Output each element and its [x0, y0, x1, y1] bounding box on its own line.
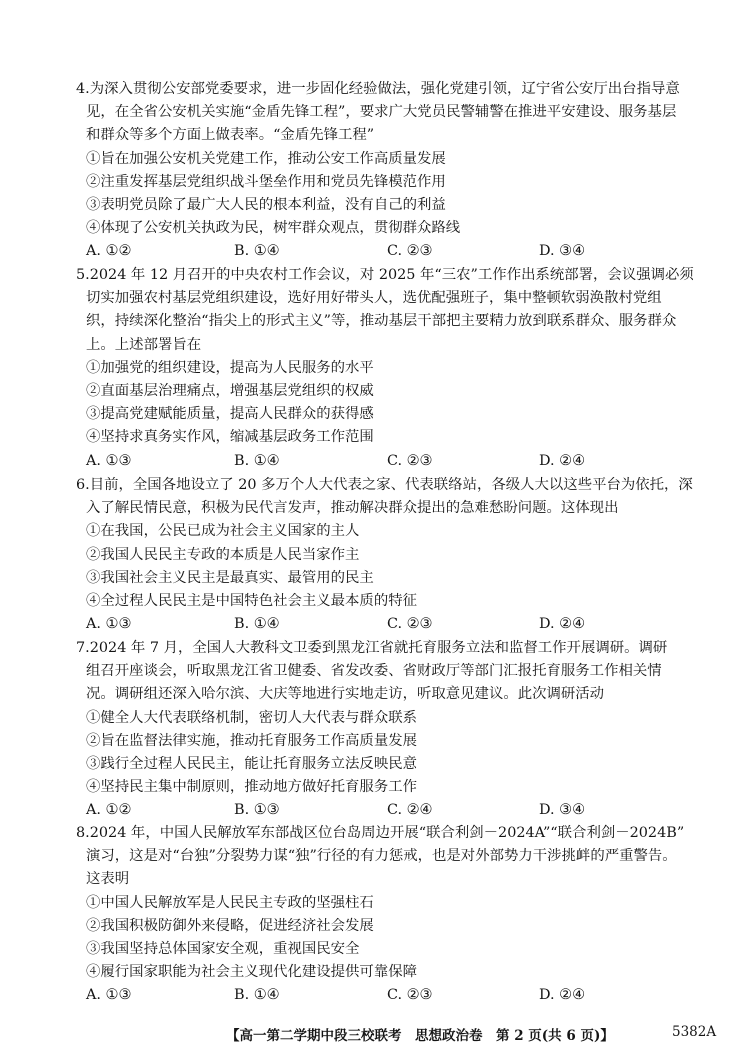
answer-choices [86, 450, 722, 473]
statement-item: ③提高党建赋能质量，提高人民群众的获得感 [86, 406, 374, 423]
statement-item: ②我国人民民主专政的本质是人民当家作主 [86, 546, 360, 563]
choice-d: D. ③④ [539, 243, 585, 260]
statement-item: ④坚持求真务实作风，缩减基层政务工作范围 [86, 429, 374, 446]
choice-c: C. ②③ [387, 452, 433, 469]
question-stem-line: 上。上述部署旨在 [86, 336, 202, 353]
question-stem-line: 况。调研组还深入哈尔滨、大庆等地进行实地走访，听取意见建议。此次调研活动 [86, 686, 605, 703]
choice-b: B. ①④ [234, 987, 280, 1004]
question-5 [76, 264, 722, 473]
statement-item: ①旨在加强公安机关党建工作，推动公安工作高质量发展 [86, 150, 446, 167]
answer-choices [86, 799, 722, 822]
choice-a: A. ①② [86, 243, 132, 260]
choice-a: A. ①② [86, 802, 132, 819]
statement-item: ②旨在监督法律实施，推动托育服务工作高质量发展 [86, 732, 417, 749]
question-4 [76, 78, 722, 264]
statement-item: ③我国坚持总体国家安全观，重视国民安全 [86, 941, 360, 958]
statement-item: ①中国人民解放军是人民民主专政的坚强柱石 [86, 894, 374, 911]
question-stem-line: 这表明 [86, 871, 130, 888]
statement-item: ④体现了公安机关执政为民，树牢群众观点，贯彻群众路线 [86, 220, 461, 237]
statement-item: ③我国社会主义民主是最真实、最管用的民主 [86, 569, 374, 586]
question-stem-line: 5.2024 年 12 月召开的中央农村工作会议，对 2025 年“三农”工作作出系统部署，会议强调必须 [76, 267, 694, 283]
choice-b: B. ①④ [234, 243, 280, 260]
question-7 [76, 637, 722, 823]
question-stem-line: 4.为深入贯彻公安部党委要求，进一步固化经验做法，强化党建引领，辽宁省公安厅出台指导意 [76, 81, 680, 97]
statement-item: ③表明党员除了最广大人民的根本利益，没有自己的利益 [86, 197, 446, 214]
answer-choices [86, 240, 722, 263]
question-6 [76, 474, 722, 636]
question-stem-line: 和群众等多个方面上做表率。“金盾先锋工程” [86, 127, 375, 144]
choice-b: B. ①④ [234, 616, 280, 633]
choice-b: B. ①④ [234, 452, 280, 469]
statement-item: ④履行国家职能为社会主义现代化建设提供可靠保障 [86, 964, 417, 981]
choice-c: C. ②③ [387, 987, 433, 1004]
exam-code: 5382A [672, 1024, 717, 1040]
choice-d: D. ③④ [539, 802, 585, 819]
question-stem-line: 8.2024 年，中国人民解放军东部战区位台岛周边开展“联合利剑－2024A”“联合利剑－2024B” [76, 825, 685, 841]
statement-item: ①健全人大代表联络机制，密切人大代表与群众联系 [86, 709, 417, 726]
choice-a: A. ①③ [86, 452, 132, 469]
question-stem-line: 演习，这是对“台独”分裂势力谋“独”行径的有力惩戒，也是对外部势力干涉挑衅的严重警告。 [86, 848, 677, 865]
question-stem-line: 织，持续深化整治“指尖上的形式主义”等，推动基层干部把主要精力放到联系群众、服务群众 [86, 313, 677, 330]
question-stem-line: 7.2024 年 7 月，全国人大教科文卫委到黑龙江省就托育服务立法和监督工作开展调研。调研 [76, 640, 668, 656]
choice-c: C. ②③ [387, 616, 433, 633]
choice-d: D. ②④ [539, 616, 585, 633]
statement-item: ②我国积极防御外来侵略，促进经济社会发展 [86, 917, 374, 934]
question-stem-line: 组召开座谈会，听取黑龙江省卫健委、省发改委、省财政厅等部门汇报托育服务工作相关情 [86, 663, 662, 680]
statement-item: ①加强党的组织建设，提高为人民服务的水平 [86, 359, 374, 376]
question-stem-line: 切实加强农村基层党组织建设，选好用好带头人，选优配强班子，集中整顿软弱涣散村党组 [86, 290, 662, 307]
choice-a: A. ①③ [86, 987, 132, 1004]
statement-item: ④坚持民主集中制原则，推动地方做好托育服务工作 [86, 779, 417, 796]
statement-item: ④全过程人民民主是中国特色社会主义最本质的特征 [86, 593, 417, 610]
choice-c: C. ②④ [387, 802, 433, 819]
statement-item: ③践行全过程人民民主，能让托育服务立法反映民意 [86, 756, 417, 773]
statement-item: ①在我国，公民已成为社会主义国家的主人 [86, 523, 360, 540]
choice-b: B. ①③ [234, 802, 280, 819]
question-stem-line: 入了解民情民意，积极为民代言发声，推动解决群众提出的急难愁盼问题。这体现出 [86, 500, 619, 517]
statement-item: ②直面基层治理痛点，增强基层党组织的权威 [86, 383, 374, 400]
question-stem-line: 6.目前，全国各地设立了 20 多万个人大代表之家、代表联络站，各级人大以这些平台为依托，深 [76, 477, 693, 493]
page-footer: 【高一第二学期中段三校联考 思想政治卷 第 2 页(共 6 页)】 [226, 1028, 614, 1044]
choice-a: A. ①③ [86, 616, 132, 633]
answer-choices [86, 984, 722, 1007]
answer-choices [86, 613, 722, 636]
choice-c: C. ②③ [387, 243, 433, 260]
choice-d: D. ②④ [539, 987, 585, 1004]
question-stem-line: 见，在全省公安机关实施“金盾先锋工程”，要求广大党员民警辅警在推进平安建设、服务基层 [86, 104, 677, 121]
question-8 [76, 822, 722, 1008]
choice-d: D. ②④ [539, 452, 585, 469]
statement-item: ②注重发挥基层党组织战斗堡垒作用和党员先锋模范作用 [86, 173, 446, 190]
